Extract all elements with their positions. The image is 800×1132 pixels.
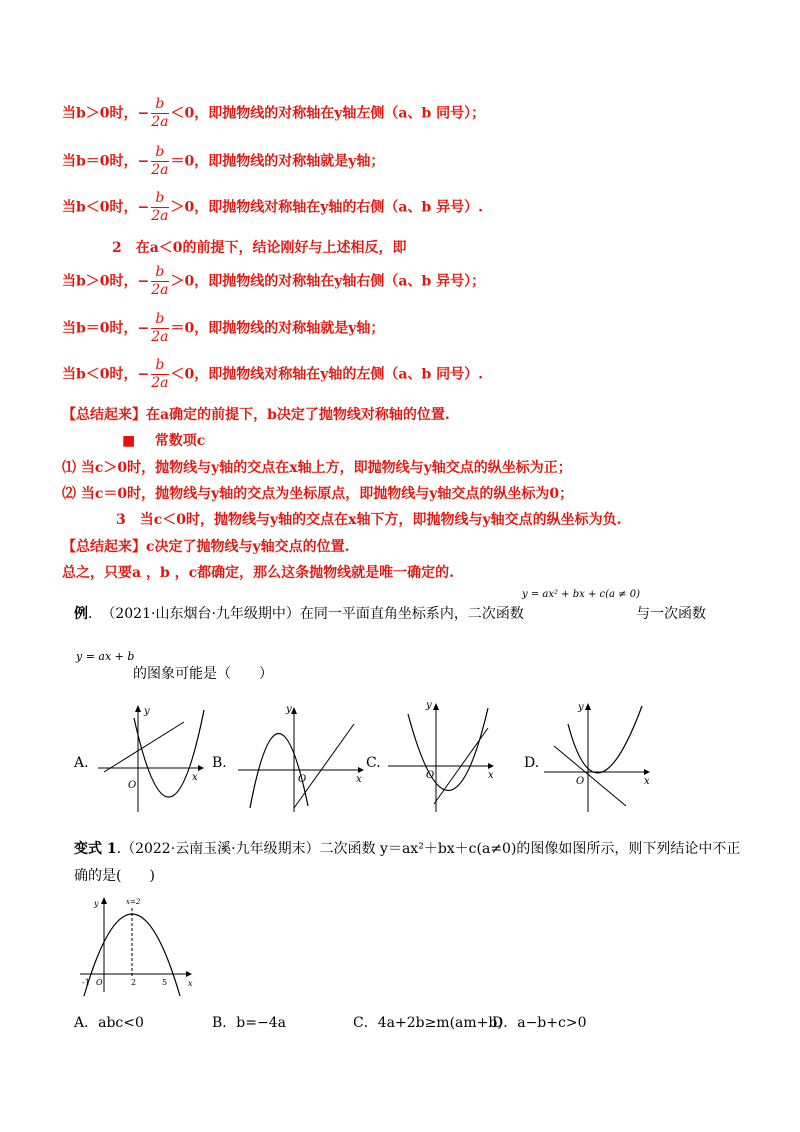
rule-lead: 当b＜0时， [62, 199, 138, 216]
rule-lead: 当b＜0时， [62, 366, 138, 383]
constant-term-label: 常数项c [154, 433, 206, 449]
option-c-label[interactable]: C. [366, 755, 381, 771]
fraction [151, 144, 168, 179]
minus-sign: − [137, 199, 150, 216]
comparison: ＝0， [170, 320, 209, 337]
tick-minus-1: -1 [82, 978, 90, 987]
variant-line-1 [74, 838, 740, 858]
fraction [151, 311, 168, 346]
fraction-denominator: 2a [151, 208, 169, 224]
y-arrow-icon [433, 703, 439, 710]
rule-a-neg-1 [62, 264, 485, 299]
parabola [250, 733, 308, 808]
example-dot: . [88, 606, 93, 622]
fraction [151, 357, 168, 392]
fraction [151, 264, 168, 299]
variant-label: 变式 1 [74, 841, 117, 857]
summary-c: 【总结起来】c决定了抛物线与y轴交点的位置. [62, 539, 350, 555]
variant-option-a[interactable]: A．abc<0 [74, 1015, 144, 1031]
y-label: y [94, 899, 99, 908]
origin-label: O [426, 770, 435, 781]
y-arrow-icon [101, 897, 107, 904]
x-label: x [188, 979, 193, 988]
y-label: y [286, 704, 292, 715]
example-source: （2021·山东烟台·九年级期中）在同一平面直角坐标系内，二次函数 [101, 606, 524, 622]
tick-5: 5 [162, 978, 168, 987]
graph-d [540, 700, 660, 820]
variant-graph [76, 892, 206, 1002]
x-label: x [488, 770, 494, 781]
x-arrow-icon [488, 763, 494, 769]
fraction-numerator: b [151, 357, 168, 375]
example-formula-linear: y = ax + b [76, 650, 135, 663]
x-label: x [644, 776, 650, 787]
rule-a-neg-3 [62, 357, 483, 392]
example-tail: 的图象可能是（ ） [133, 666, 273, 682]
c-rule-2: ⑵ 当c＝0时，抛物线与y轴的交点为坐标原点，即抛物线与y轴交点的纵坐标为0； [62, 486, 574, 502]
fraction-denominator: 2a [151, 162, 169, 178]
origin-label: O [298, 774, 307, 785]
origin-label: O [576, 776, 585, 787]
minus-sign: − [137, 153, 150, 170]
x-label: x [356, 774, 362, 785]
variant-option-c[interactable]: C．4a+2b≥m(am+b) [353, 1015, 503, 1031]
origin-label: O [96, 978, 103, 987]
minus-sign: − [137, 105, 150, 122]
c-rule-1: ⑴ 当c＞0时，抛物线与y轴的交点在x轴上方，即抛物线与y轴交点的纵坐标为正； [62, 460, 572, 476]
fraction-numerator: b [151, 190, 168, 208]
rule-text: 即抛物线的对称轴就是y轴； [208, 153, 385, 170]
fraction-denominator: 2a [151, 329, 169, 345]
summary-overall: 总之，只要a ，b ，c都确定，那么这条抛物线就是唯一确定的. [62, 565, 455, 581]
comparison: ＝0， [170, 153, 209, 170]
example-mid-text: 与一次函数 [636, 606, 706, 622]
variant-text: .（2022·云南玉溪·九年级期末）二次函数 y＝ax²＋bx＋c(a≠0)的图像如图所示，则下列结论中不正 [116, 841, 741, 857]
graph-c [384, 700, 504, 820]
option-b-label[interactable]: B. [212, 755, 227, 771]
parabola [408, 708, 488, 791]
example-formula-quadratic: y = ax² + bx + c(a ≠ 0) [522, 589, 640, 600]
variant-option-d[interactable]: D．a−b+c>0 [492, 1015, 587, 1031]
option-a-label[interactable]: A. [74, 755, 89, 771]
example-line [74, 603, 524, 623]
parabola [134, 710, 204, 797]
fraction-denominator: 2a [151, 282, 169, 298]
fraction-numerator: b [151, 144, 168, 162]
rule-a-neg-2 [62, 311, 384, 346]
comparison: ＞0， [170, 273, 209, 290]
summary-b: 【总结起来】在a确定的前提下，b决定了抛物线对称轴的位置. [62, 407, 450, 423]
heading-a-negative: 2 在a＜0的前提下，结论刚好与上述相反，即 [112, 240, 407, 256]
example-label: 例 [74, 606, 88, 622]
fraction [151, 190, 168, 225]
comparison: ＞0， [170, 199, 209, 216]
minus-sign: − [137, 320, 150, 337]
rule-text: 即抛物线的对称轴就是y轴； [208, 320, 385, 337]
graph-b [232, 700, 372, 820]
rule-a-pos-3 [62, 190, 483, 225]
option-d-label[interactable]: D. [524, 755, 540, 771]
y-label: y [426, 700, 432, 711]
fraction-numerator: b [151, 264, 168, 282]
line [104, 722, 184, 772]
comparison: ＜0， [170, 366, 209, 383]
x-arrow-icon [186, 971, 192, 977]
parabola [568, 706, 642, 773]
x-arrow-icon [358, 767, 364, 773]
rule-a-pos-1 [62, 96, 485, 131]
rule-text: 即抛物线对称轴在y轴的左侧（a、b 同号）. [208, 366, 484, 383]
fraction-numerator: b [151, 311, 168, 329]
y-arrow-icon [291, 707, 297, 714]
variant-option-b[interactable]: B．b=−4a [212, 1015, 286, 1031]
fraction-denominator: 2a [151, 375, 169, 391]
y-label: y [578, 702, 584, 713]
y-label: y [144, 706, 150, 717]
rule-text: 即抛物线的对称轴在y轴左侧（a、b 同号）； [208, 105, 486, 122]
comparison: ＜0， [170, 105, 209, 122]
line [294, 724, 354, 808]
rule-a-pos-2 [62, 144, 384, 179]
c-rule-3: 3 当c＜0时，抛物线与y轴的交点在x轴下方，即抛物线与y轴交点的纵坐标为负. [116, 512, 622, 528]
rule-text: 即抛物线对称轴在y轴的右侧（a、b 异号）. [208, 199, 484, 216]
rule-lead: 当b＝0时， [62, 320, 138, 337]
tick-2: 2 [131, 978, 137, 987]
graph-a [90, 700, 210, 820]
y-arrow-icon [585, 703, 591, 710]
rule-lead: 当b＞0时， [62, 273, 138, 290]
constant-term-heading [122, 430, 205, 450]
fraction-denominator: 2a [151, 114, 169, 130]
line [554, 746, 626, 806]
y-arrow-icon [135, 705, 141, 712]
x-label: x [192, 772, 198, 783]
x-arrow-icon [644, 769, 650, 775]
rule-lead: 当b＝0时， [62, 153, 138, 170]
minus-sign: − [137, 273, 150, 290]
rule-text: 即抛物线的对称轴在y轴右侧（a、b 异号）； [208, 273, 486, 290]
axis-label: x=2 [126, 898, 141, 906]
x-arrow-icon [198, 765, 204, 771]
minus-sign: − [137, 366, 150, 383]
fraction-numerator: b [151, 96, 168, 114]
bullet-square-icon: ■ [122, 433, 136, 449]
origin-label: O [128, 780, 137, 791]
rule-lead: 当b＞0时， [62, 105, 138, 122]
fraction [151, 96, 168, 131]
variant-line-2: 确的是( ) [74, 868, 155, 884]
